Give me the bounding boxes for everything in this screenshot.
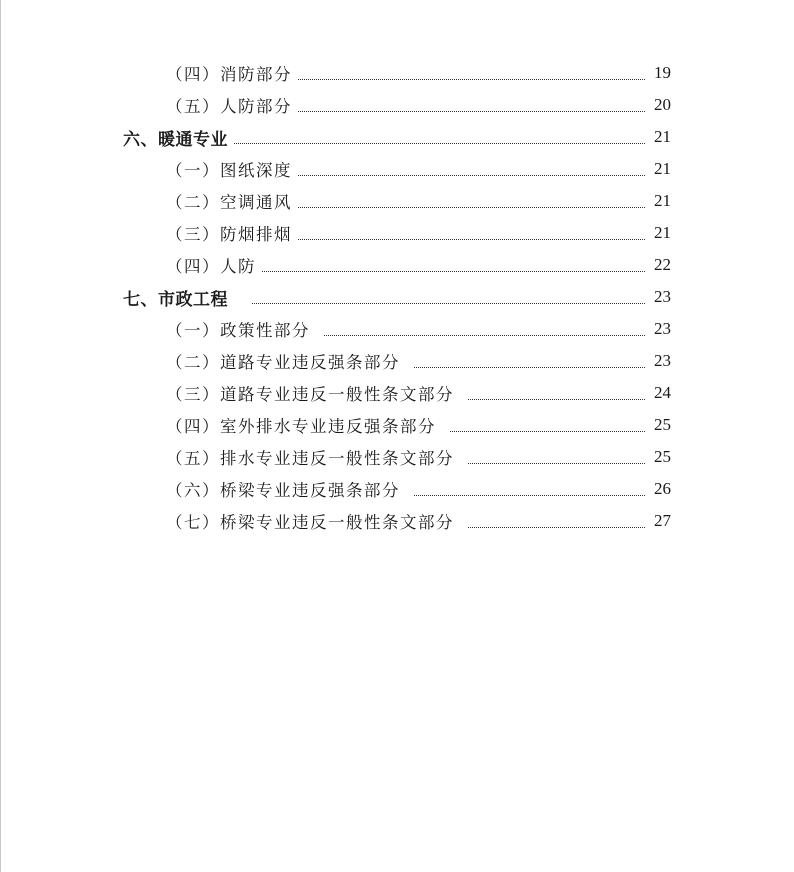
- toc-dot-leader: [252, 303, 645, 304]
- toc-page-number: 21: [654, 191, 671, 210]
- toc-page-number: 20: [654, 95, 671, 114]
- toc-entry-label: （二）道路专业违反强条部分: [166, 353, 400, 372]
- toc-entry-drainage-mandatory[interactable]: [0, 409, 794, 441]
- toc-dot-leader: [468, 463, 645, 464]
- toc-entry-air-conditioning[interactable]: [0, 185, 794, 217]
- toc-page-number: 26: [654, 479, 671, 498]
- toc-page-number: 23: [654, 319, 671, 338]
- toc-entry-road-general[interactable]: [0, 377, 794, 409]
- toc-entry-label: （三）道路专业违反一般性条文部分: [166, 385, 454, 404]
- toc-page-number: 21: [654, 159, 671, 178]
- toc-dot-leader: [414, 367, 645, 368]
- toc-entry-label: （五）排水专业违反一般性条文部分: [166, 449, 454, 468]
- toc-dot-leader: [298, 239, 645, 240]
- toc-page-number: 24: [654, 383, 671, 402]
- toc-entry-smoke-control[interactable]: [0, 217, 794, 249]
- toc-dot-leader: [298, 79, 645, 80]
- toc-entry-policy[interactable]: [0, 313, 794, 345]
- toc-entry-road-mandatory[interactable]: [0, 345, 794, 377]
- toc-dot-leader: [262, 271, 645, 272]
- toc-entry-label: （四）室外排水专业违反强条部分: [166, 417, 436, 436]
- toc-entry-bridge-general[interactable]: [0, 505, 794, 537]
- toc-section-label: 六、暖通专业: [123, 129, 228, 150]
- toc-page-number: 22: [654, 255, 671, 274]
- toc-entry-label: （七）桥梁专业违反一般性条文部分: [166, 513, 454, 532]
- toc-entry-label: （四）消防部分: [166, 65, 292, 84]
- toc-page-number: 25: [654, 447, 671, 466]
- toc-dot-leader: [298, 207, 645, 208]
- toc-entry-label: （四）人防: [166, 257, 256, 276]
- toc-section-hvac[interactable]: [0, 121, 794, 153]
- toc-dot-leader: [234, 143, 645, 144]
- toc-section-label: 七、市政工程: [123, 289, 228, 310]
- toc-section-municipal[interactable]: [0, 281, 794, 313]
- toc-page-number: 23: [654, 287, 671, 306]
- toc-page-number: 25: [654, 415, 671, 434]
- toc-page-number: 27: [654, 511, 671, 530]
- toc-page-number: 19: [654, 63, 671, 82]
- toc-entry-label: （五）人防部分: [166, 97, 292, 116]
- toc-dot-leader: [450, 431, 645, 432]
- toc-entry-bridge-mandatory[interactable]: [0, 473, 794, 505]
- toc-dot-leader: [324, 335, 645, 336]
- toc-entry-label: （三）防烟排烟: [166, 225, 292, 244]
- toc-entry-civil-defense[interactable]: [0, 89, 794, 121]
- toc-entry-label: （一）政策性部分: [166, 321, 310, 340]
- toc-entry-label: （一）图纸深度: [166, 161, 292, 180]
- toc-dot-leader: [414, 495, 645, 496]
- toc-dot-leader: [298, 111, 645, 112]
- toc-dot-leader: [468, 399, 645, 400]
- toc-entry-label: （二）空调通风: [166, 193, 292, 212]
- toc-entry-drawing-depth[interactable]: [0, 153, 794, 185]
- toc-dot-leader: [298, 175, 645, 176]
- toc-page-number: 21: [654, 127, 671, 146]
- toc-entry-hvac-civil-defense[interactable]: [0, 249, 794, 281]
- toc-entry-fire-protection[interactable]: [0, 57, 794, 89]
- toc-entry-label: （六）桥梁专业违反强条部分: [166, 481, 400, 500]
- table-of-contents: [0, 57, 794, 537]
- toc-entry-drainage-general[interactable]: [0, 441, 794, 473]
- toc-dot-leader: [468, 527, 645, 528]
- toc-page-number: 23: [654, 351, 671, 370]
- toc-page-number: 21: [654, 223, 671, 242]
